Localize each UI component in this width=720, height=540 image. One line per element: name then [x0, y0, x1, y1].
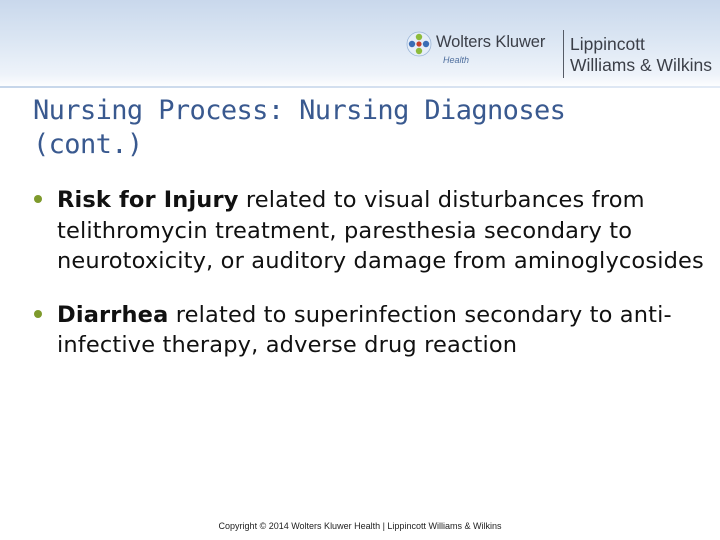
bullet-list [33, 185, 705, 361]
copyright-footer: Copyright © 2014 Wolters Kluwer Health | Lippincott Williams & Wilkins [218, 521, 502, 531]
logo-division-label: Health [443, 55, 470, 65]
publisher-logo [406, 30, 718, 80]
bullet-item [33, 300, 705, 361]
bullet-item [33, 185, 705, 277]
wolters-kluwer-globe-icon [406, 31, 432, 57]
logo-partner-line-2: Williams & Wilkins [570, 55, 712, 75]
bullet-heading: Risk for Injury [57, 187, 239, 213]
bullet-text: related to superinfection secondary to anti-infective therapy, adverse drug reaction [57, 301, 672, 358]
logo-company-name: Wolters Kluwer [436, 33, 546, 51]
bullet-heading: Diarrhea [57, 301, 169, 328]
bullet-text: related to visual disturbances from telithromycin treatment, paresthesia secondary to neurotoxicity, or auditory damage from aminoglycosides [57, 187, 704, 274]
header-divider [0, 86, 720, 88]
bullet-marker [34, 195, 42, 203]
slide-title: Nursing Process: Nursing Diagnoses (cont.) [33, 95, 566, 160]
logo-partner-line-1: Lippincott [570, 34, 645, 54]
bullet-marker [34, 310, 42, 318]
logo-divider [563, 30, 564, 78]
